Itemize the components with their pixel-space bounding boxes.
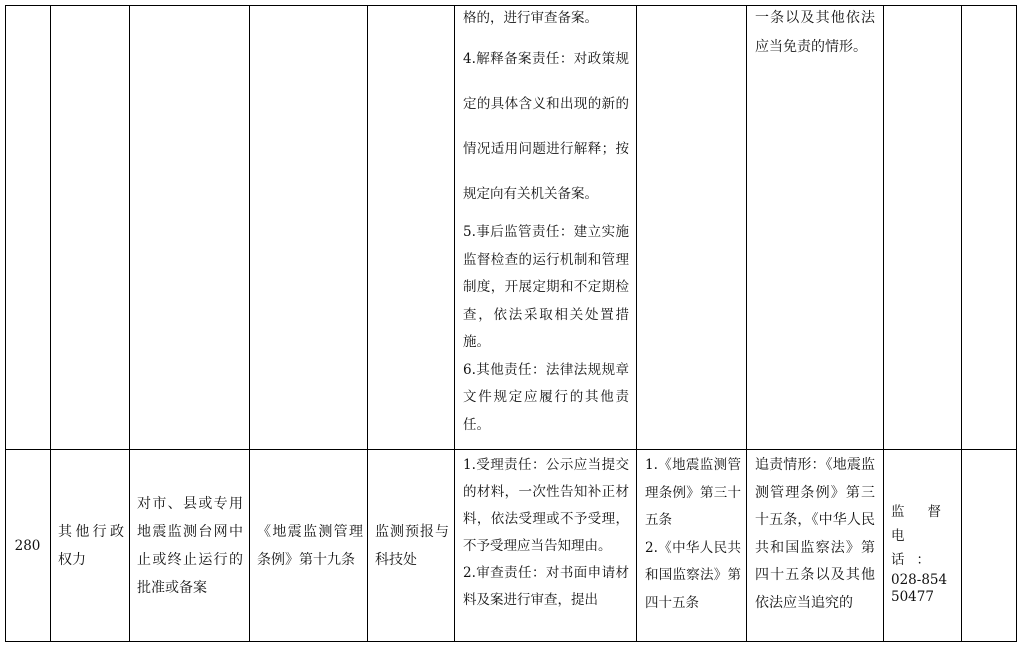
duty-text: 格的，进行审查备案。 xyxy=(463,10,598,26)
column-divider xyxy=(746,5,747,642)
continuation-duties-cell xyxy=(463,5,629,439)
duty-text: 2.审查责任：对书面申请材料及案进行审查，提出 xyxy=(463,565,629,608)
supervision-label: 监督电话： xyxy=(891,504,953,568)
table-border-right xyxy=(1016,5,1017,642)
accountability-basis: 2.《中华人民共和国监察法》第四十五条 xyxy=(645,539,741,611)
item-name: 对市、县或专用地震监测台网中止或终止运行的批准或备案 xyxy=(137,495,243,596)
power-type-cell xyxy=(58,450,124,641)
duty-text: 6.其他责任：法律法规规章文件规定应履行的其他责任。 xyxy=(463,361,629,433)
column-divider xyxy=(454,5,455,642)
continuation-exemption-cell xyxy=(755,4,875,62)
power-type: 其他行政权力 xyxy=(58,523,124,568)
department: 监测预报与科技处 xyxy=(375,523,449,568)
column-divider xyxy=(961,5,962,642)
column-divider xyxy=(367,5,368,642)
duty-text: 4.解释备案责任：对政策规定的具体含义和出现的新的情况适用问题进行解释；按规定向有关机关备案。 xyxy=(463,51,629,202)
accountability-basis: 1.《地震监测管理条例》第三十五条 xyxy=(645,457,741,528)
accountability-cases: 追责情形：《地震监测管理条例》第三十五条，《中华人民共和国监察法》第四十五条以及其他依法应当追究的 xyxy=(755,457,875,611)
duty-text: 5.事后监管责任：建立实施监督检查的运行机制和管理制度，开展定期和不定期检查，依法采取相关处置措施。 xyxy=(463,224,629,350)
basis-cell xyxy=(257,450,363,641)
row-number-cell xyxy=(5,450,50,641)
column-divider xyxy=(636,5,637,642)
column-divider xyxy=(883,5,884,642)
legal-basis: 《地震监测管理条例》第十九条 xyxy=(257,523,363,568)
supervision-phone: 028-85450477 xyxy=(891,572,948,605)
accountability-basis-cell xyxy=(645,452,741,617)
exemption-text: 一条以及其他依法应当免责的情形。 xyxy=(755,10,875,55)
row-duties-cell xyxy=(463,452,629,614)
department-cell xyxy=(375,450,449,641)
row-number: 280 xyxy=(14,537,41,554)
duty-text: 1.受理责任：公示应当提交的材料，一次性告知补正材料，依法受理或不予受理，不予受理应当告知理由。 xyxy=(463,457,629,554)
accountability-cases-cell xyxy=(755,452,875,617)
column-divider xyxy=(129,5,130,642)
column-divider xyxy=(50,5,51,642)
table-border-bottom xyxy=(5,641,1017,642)
item-name-cell xyxy=(137,450,243,641)
supervision-cell xyxy=(891,500,953,606)
column-divider xyxy=(249,5,250,642)
